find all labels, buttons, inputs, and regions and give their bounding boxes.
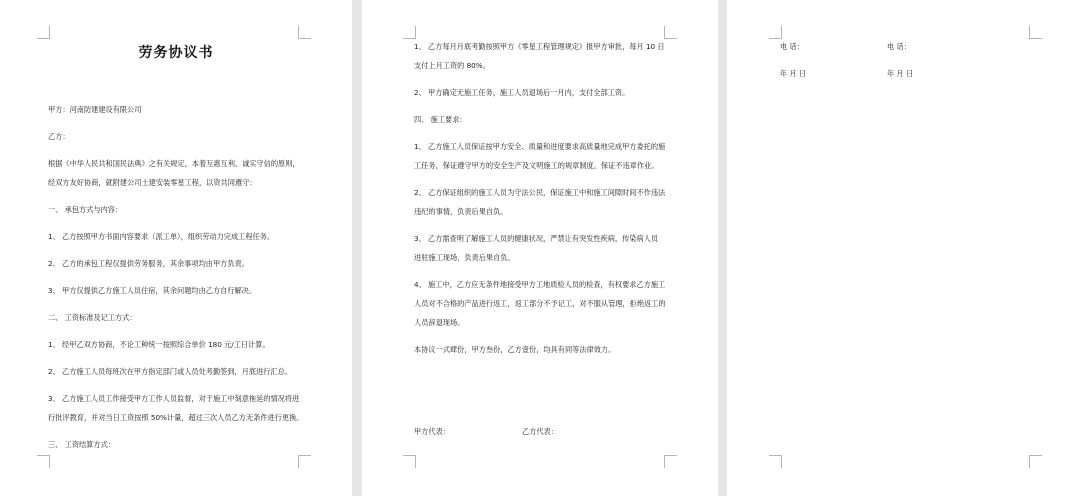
clause-line: 2、 乙方施工人员每班次在甲方指定部门或人员处考勤签到，月底进行汇总。 [48, 367, 293, 376]
corner-mark-top-right [298, 26, 311, 39]
corner-mark-bottom-right [1029, 455, 1042, 468]
corner-mark-bottom-left [37, 455, 50, 468]
clause-line: 违纪的事情，负责后果自负。 [414, 207, 508, 216]
document-title: 劳务协议书 [138, 45, 214, 61]
corner-mark-bottom-right [664, 455, 677, 468]
clause-line: 3、 甲方仅提供乙方施工人员住宿，其余问题均由乙方自行解决。 [48, 286, 257, 295]
section-heading: 四、 施工要求： [414, 115, 467, 124]
clause-line: 2、 乙方的承包工程仅提供劳务服务，其余事项均由甲方负责。 [48, 259, 249, 268]
section-heading: 二、 工资标准及记工方式： [48, 313, 137, 322]
clause-line: 1、 乙方按照甲方书面内容要求（派工单），组织劳动力完成工程任务。 [48, 232, 275, 241]
clause-line: 4、 施工中，乙方应无条件地接受甲方工地质检人员的检查，有权要求乙方施工 [414, 280, 666, 289]
clause-line: 3、 乙方施工人员工作接受甲方工作人员监督，对于施工中刻意拖延的情况将进 [48, 394, 300, 403]
document-page-1 [0, 0, 352, 496]
clause-line: 1、 经甲乙双方协商，不论工种统一按照综合单价 180 元/工日计算。 [48, 340, 270, 349]
preamble-line-2: 经双方友好协商，就附建公司土建安装零星工程，以资共同遵守： [48, 178, 257, 187]
corner-mark-top-right [664, 26, 677, 39]
corner-mark-top-left [403, 26, 416, 39]
party-b-phone-label: 电 话： [887, 42, 911, 51]
preamble-line-1: 根据《中华人民共和国民法典》之有关规定，本着互惠互利、诚实守信的原则， [48, 159, 300, 168]
clause-line: 工任务，保证遵守甲方的安全生产及文明施工的规章制度，保证不违章作业。 [414, 161, 659, 170]
document-page-3 [727, 0, 1080, 496]
corner-mark-bottom-right [298, 455, 311, 468]
clause-line: 2、 乙方保证组织的施工人员为守法公民，保证施工中和施工间隙时间不作违法 [414, 188, 666, 197]
clause-line: 1、 乙方施工人员保证按甲方安全、质量和进度要求高质量地完成甲方委托的施 [414, 142, 666, 151]
corner-mark-bottom-left [403, 455, 416, 468]
party-a-phone-label: 电 话： [780, 42, 804, 51]
clause-line: 行批评教育，并对当日工资按照 50%计量，超过三次人员乙方无条件进行更换。 [48, 413, 304, 422]
corner-mark-bottom-left [769, 455, 782, 468]
party-b-date-label: 年 月 日 [887, 69, 914, 78]
party-a-date-label: 年 月 日 [780, 69, 807, 78]
section-heading: 一、 承包方式与内容： [48, 205, 123, 214]
document-page-2 [362, 0, 718, 496]
party-b-line: 乙方： [48, 132, 70, 141]
clause-line: 3、 乙方需查明了解施工人员的健康状况，严禁让有突发性疾病，传染病人员 [414, 234, 659, 243]
clause-line: 2、 甲方确定无施工任务，施工人员退场后一月内，支付全部工资。 [414, 88, 630, 97]
corner-mark-top-right [1029, 26, 1042, 39]
section-heading: 三、 工资结算方式： [48, 440, 115, 449]
corner-mark-top-left [37, 26, 50, 39]
clause-line: 1、 乙方每月月底考勤按照甲方《零星工程管理规定》报甲方审批，每月 10 日 [414, 42, 665, 51]
corner-mark-top-left [769, 26, 782, 39]
clause-line: 进驻施工现场，负责后果自负。 [414, 253, 515, 262]
clause-line: 人员辞退现场。 [414, 318, 465, 327]
party-a-line: 甲方：河南防建建设有限公司 [48, 105, 142, 114]
clause-line: 人员对不合格的产品进行返工，返工部分不予记工，对不服从管理，拒绝返工的 [414, 299, 666, 308]
clause-line: 支付上月工资的 80%。 [414, 61, 490, 70]
closing-line: 本协议一式肆份，甲方叁份，乙方壹份，均具有同等法律效力。 [414, 345, 616, 354]
party-b-representative-label: 乙方代表： [522, 427, 558, 436]
party-a-representative-label: 甲方代表： [414, 427, 450, 436]
